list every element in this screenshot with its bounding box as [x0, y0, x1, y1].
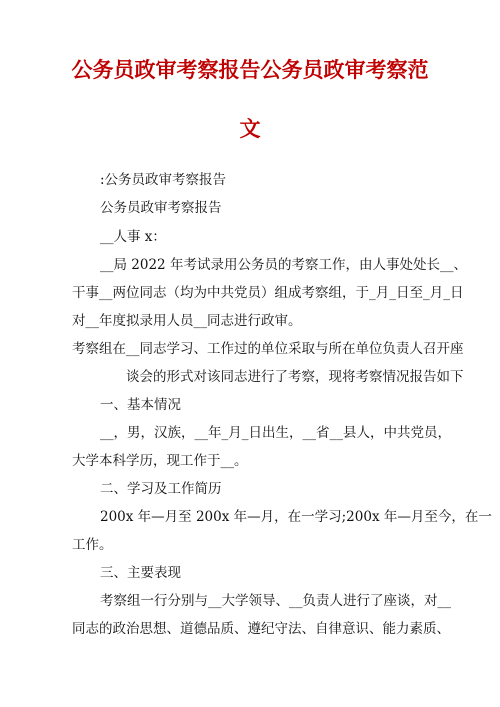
- section-heading-performance: 三、主要表现: [100, 565, 181, 581]
- body-line: 大学本科学历，现工作于__。: [72, 453, 248, 469]
- document-title-line-2: 文: [239, 117, 261, 141]
- body-line: 200x 年—月至 200x 年—月，在一学习;200x 年—月至今，在一: [100, 509, 492, 525]
- body-line: 对__年度拟录用人员__同志进行政审。: [72, 313, 302, 329]
- section-heading-basic-info: 一、基本情况: [100, 397, 181, 413]
- body-line-subtitle: 公务员政审考察报告: [100, 200, 222, 216]
- body-line: 谈会的形式对该同志进行了考察，现将考察情况报告如下: [126, 369, 464, 385]
- body-line: 考察组一行分别与__大学领导、__负责人进行了座谈，对__: [100, 593, 451, 609]
- section-heading-resume: 二、学习及工作简历: [100, 481, 222, 497]
- body-line: __，男，汉族，__年_月_日出生，__省__县人，中共党员，: [100, 425, 451, 441]
- body-line: 考察组在__同志学习、工作过的单位采取与所在单位负责人召开座: [72, 341, 464, 357]
- body-line: __局 2022 年考试录用公务员的考察工作，由人事处处长__、: [100, 257, 467, 273]
- body-line-addressee: __人事 x：: [100, 229, 166, 245]
- body-line: 同志的政治思想、道德品质、遵纪守法、自律意识、能力素质、: [72, 621, 450, 637]
- body-line-heading-reference: :公务员政审考察报告: [100, 172, 227, 188]
- body-line: 工作。: [72, 537, 113, 553]
- body-line: 干事__两位同志（均为中共党员）组成考察组，于_月_日至_月_日: [72, 285, 464, 301]
- document-title-line-1: 公务员政审考察报告公务员政审考察范: [71, 58, 429, 82]
